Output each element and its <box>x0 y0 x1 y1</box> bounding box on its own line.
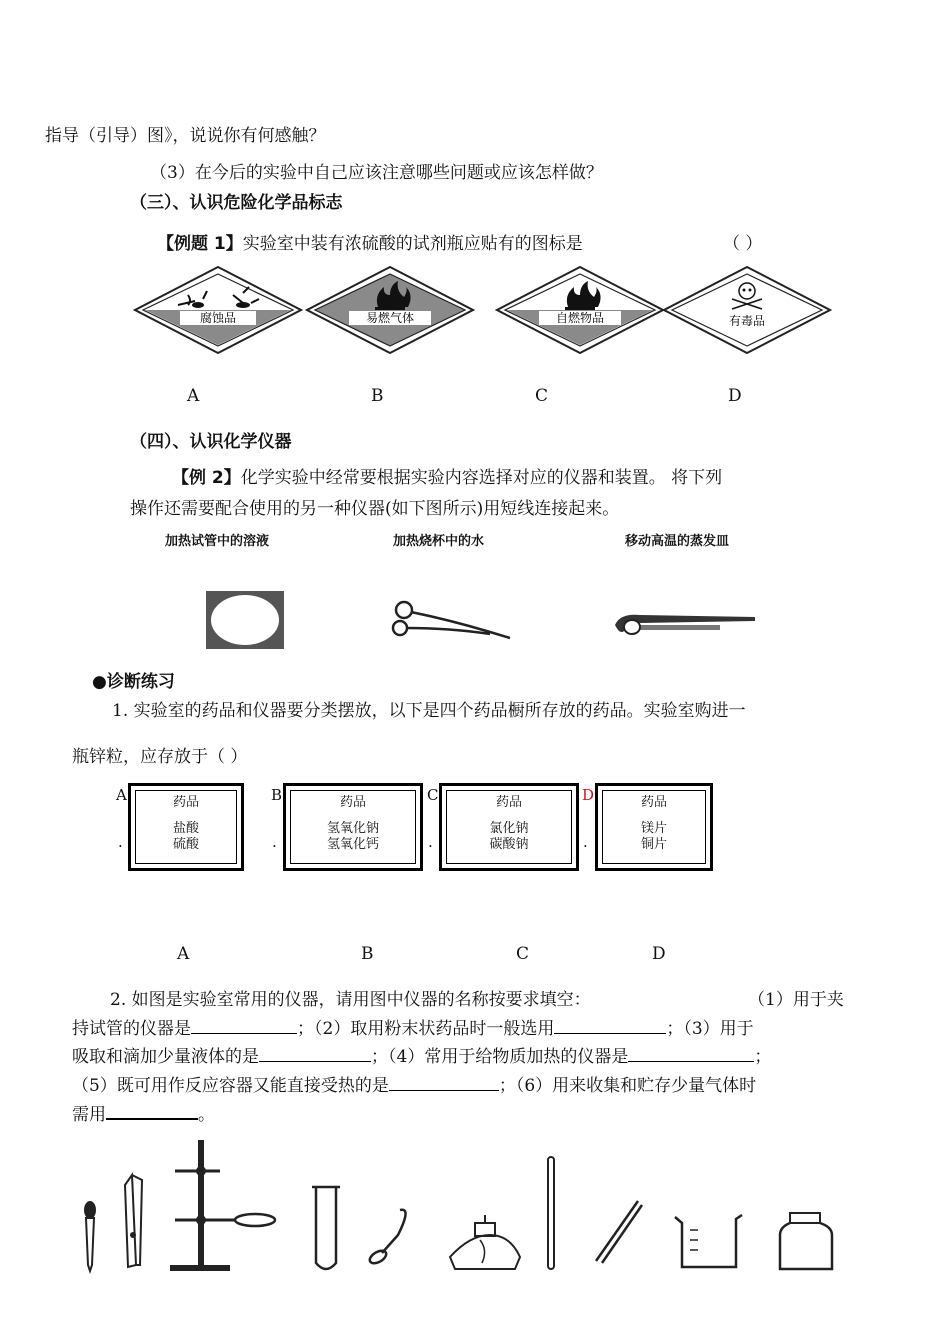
example-2-text-1: 化学实验中经常要根据实验内容选择对应的仪器和装置。 将下列 <box>240 468 723 488</box>
cabinet-d-letter: D <box>582 786 595 804</box>
diagnosis-title: ●诊断练习 <box>92 672 175 692</box>
caption-evaporating-dish: 移动高温的蒸发皿 <box>625 534 730 549</box>
cabinet-b-dot: . <box>272 833 277 851</box>
sign-letter-d: D <box>728 386 742 406</box>
cabinet-item: 盐酸 <box>172 821 199 836</box>
q2-text: （5）既可用作反应容器又能直接受热的是 <box>72 1076 389 1096</box>
flammable-gas-sign-icon <box>305 265 475 355</box>
cabinet-item: 氯化钠 <box>489 821 529 836</box>
section-3-title: （三）、认识危险化学品标志 <box>130 193 343 213</box>
q2-text: 需用 <box>72 1105 106 1125</box>
cabinet-item: 碳酸钠 <box>489 837 529 852</box>
q2-line-3 <box>72 1042 771 1067</box>
example-1-label: 【例题 1】 <box>157 234 243 254</box>
spontaneous-combustion-sign-icon <box>495 265 665 355</box>
q2-text: ； <box>754 1047 772 1067</box>
cabinet-item: 硫酸 <box>172 837 199 852</box>
beaker-icon <box>675 1215 742 1267</box>
corrosive-sign-icon <box>133 265 303 355</box>
q2-text: ；（6）用来收集和贮存少量气体时 <box>498 1076 757 1096</box>
section-4-title: （四）、认识化学仪器 <box>130 432 292 452</box>
answer-letter-a: A <box>177 944 190 964</box>
toxic-sign-icon <box>662 265 832 355</box>
tweezers-icon <box>596 1201 642 1263</box>
q2-text: 。 <box>198 1105 215 1125</box>
cabinet-title: 药品 <box>339 795 366 810</box>
answer-letter-c: C <box>516 944 530 964</box>
cabinet-item: 氢氧化钙 <box>326 837 379 852</box>
answer-letter-b: B <box>361 944 374 964</box>
q2-text: 持试管的仪器是 <box>72 1019 191 1039</box>
example-1-text: 实验室中装有浓硫酸的试剂瓶应贴有的图标是 <box>242 234 583 254</box>
example-2-line-2: 操作还需要配合使用的另一种仪器(如下图所示)用短线连接起来。 <box>130 499 620 519</box>
sign-spontaneous <box>495 265 665 355</box>
q2-text: 吸取和滴加少量液体的是 <box>72 1047 259 1067</box>
lab-instruments-figure <box>70 1135 850 1275</box>
crucible-tongs-icon <box>390 598 520 643</box>
cabinet-b <box>283 783 423 871</box>
answer-blank-5[interactable] <box>389 1076 499 1091</box>
cabinet-title: 药品 <box>640 795 667 810</box>
caption-beaker: 加热烧杯中的水 <box>393 534 485 549</box>
example-1-paren: （ ） <box>723 234 763 254</box>
cabinet-a <box>128 783 244 871</box>
answer-blank-3[interactable] <box>259 1047 371 1062</box>
sign-label: 自燃物品 <box>555 311 605 325</box>
cabinet-d-dot: . <box>583 833 588 851</box>
test-tube-icon <box>312 1187 340 1269</box>
answer-blank-1[interactable] <box>191 1019 297 1034</box>
test-tube-holder-icon <box>610 605 760 640</box>
cabinet-item: 氢氧化钠 <box>326 821 379 836</box>
gas-collecting-bottle-icon <box>780 1213 832 1269</box>
q2-line-5 <box>72 1100 215 1125</box>
example-2-label: 【例 2】 <box>172 468 241 488</box>
sign-corrosive <box>133 265 303 355</box>
cabinet-c-dot: . <box>428 833 433 851</box>
cabinet-item: 铜片 <box>640 837 667 852</box>
answer-blank-2[interactable] <box>554 1019 666 1034</box>
cabinet-d <box>595 783 713 871</box>
q2-line-1a: 2. 如图是实验室常用的仪器，请用图中仪器的名称按要求填空： <box>110 990 591 1010</box>
q2-line-1b: （1）用于夹 <box>748 990 844 1010</box>
dropper-icon <box>84 1201 96 1271</box>
asbestos-net-icon <box>205 590 285 650</box>
sign-letter-b: B <box>371 386 384 406</box>
q2-text: ；（4）常用于给物质加热的仪器是 <box>371 1047 629 1067</box>
sign-toxic <box>662 265 832 355</box>
caption-test-tube: 加热试管中的溶液 <box>165 534 270 549</box>
q2-line-2 <box>72 1014 754 1039</box>
q2-text: ；（2）取用粉末状药品时一般选用 <box>297 1019 555 1039</box>
answer-letter-d: D <box>652 944 666 964</box>
alcohol-lamp-icon <box>450 1215 520 1269</box>
sign-label: 易燃气体 <box>365 311 415 325</box>
q2-line-4 <box>72 1071 756 1096</box>
example-2-line-1 <box>172 463 722 488</box>
cabinet-a-letter: A <box>116 786 127 804</box>
iron-stand-icon <box>170 1140 275 1271</box>
cabinet-item: 镁片 <box>640 821 667 836</box>
cabinet-c <box>439 783 579 871</box>
q1-line-2: 瓶锌粒，应存放于（ ） <box>72 747 248 767</box>
sign-flammable-gas <box>305 265 475 355</box>
cabinet-title: 药品 <box>495 795 522 810</box>
cabinet-b-letter: B <box>271 786 283 804</box>
intro-line-2: （3）在今后的实验中自己应该注意哪些问题或应该怎样做？ <box>150 163 603 183</box>
sign-letter-a: A <box>187 386 200 406</box>
medicine-spoon-icon <box>368 1210 406 1266</box>
example-1-question <box>157 229 583 254</box>
sign-label: 有毒品 <box>728 314 766 328</box>
test-tube-clamp-icon <box>125 1175 142 1267</box>
sign-label: 腐蚀品 <box>199 311 237 325</box>
intro-line-1: 指导（引导）图》，说说你有何感触？ <box>45 126 326 146</box>
q1-line-1: 1. 实验室的药品和仪器要分类摆放，以下是四个药品橱所存放的药品。实验室购进一 <box>112 701 746 721</box>
answer-blank-4[interactable] <box>628 1047 754 1062</box>
cabinet-title: 药品 <box>172 795 199 810</box>
answer-blank-6[interactable] <box>106 1104 198 1120</box>
glass-rod-icon <box>548 1157 554 1269</box>
q2-text: ；（3）用于 <box>666 1019 754 1039</box>
cabinet-c-letter: C <box>427 786 439 804</box>
cabinet-a-dot: . <box>118 833 123 851</box>
sign-letter-c: C <box>535 386 549 406</box>
